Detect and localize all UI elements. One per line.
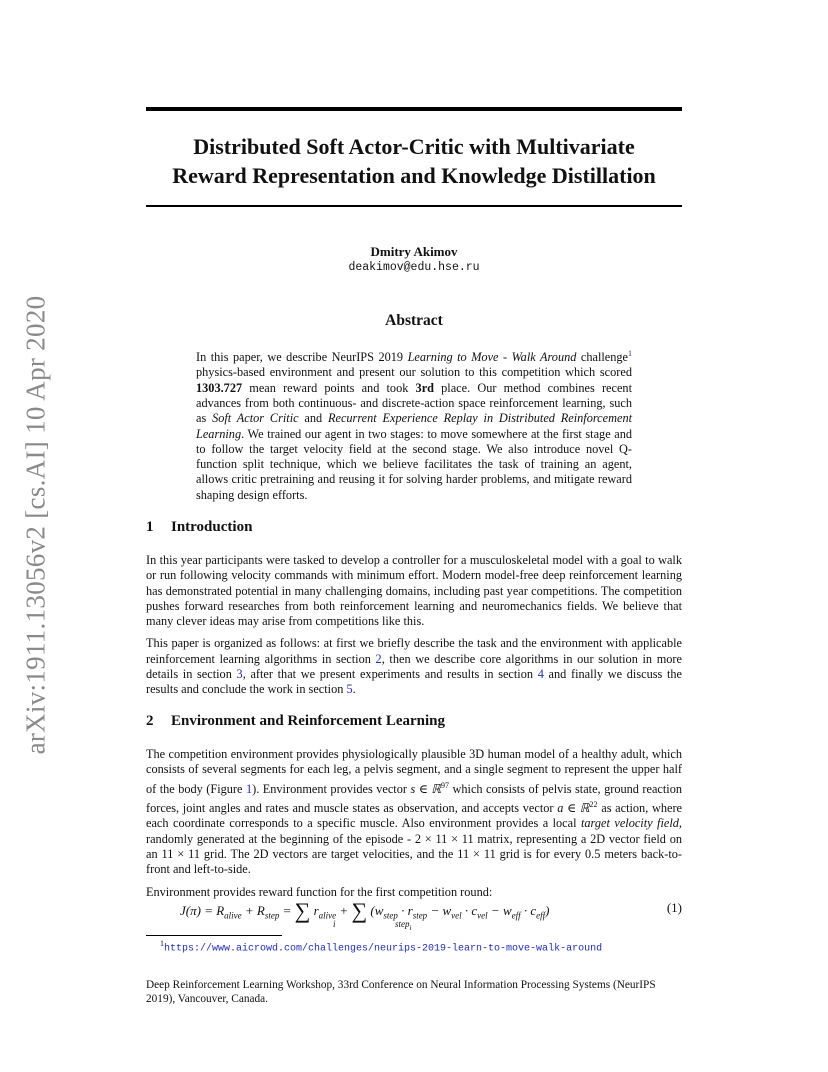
equation-number: (1) [666,900,682,915]
figure-ref-link[interactable]: 1 [245,781,253,796]
introduction-body [146,553,682,705]
author-name: Dmitry Akimov [370,244,458,259]
environment-body [146,747,682,907]
paragraph: The competition environment provides physiologically plausible 3D human model of a healthy adult, which consists of several segments for each leg, a pelvis segment, and a single segment to represent the upper half of the body (Figure 1). Environment provides vector s ∈ ℝ$^{97}$ which consists of pelvis state, ground reaction forces, joint angles and rates and muscle states as observation, and accepts vector a ∈ ℝ$^{22}$ as action, where each coordinate corresponds to a specific muscle. Also environment provides a local target velocity field, randomly generated at the beginning of the episode - 2 × 11 × 11 matrix, representing a 2D vector field on an 11 × 11 grid. The 2D vectors are target velocities, and the 11 × 11 grid is for every 0.5 meters back-to-front and left-to-side. [146,747,682,877]
footnote-rule [146,935,282,936]
paragraph: This paper is organized as follows: at first we briefly describe the task and the environment with applicable reinforcement learning algorithms in section 2, then we describe core algorithms in our solution in more details in section 3, after that we present experiments and results in section 4 and finally we discuss the results and conclude the work in section 5. [146,636,682,697]
sum-index-step: step$_i$ [395,919,412,932]
sum-symbol: ∑ [294,898,311,923]
section-ref-link[interactable]: 2 [375,651,382,666]
arxiv-watermark [18,290,54,760]
title-rule-bottom [146,205,682,207]
footnote: $^1$https://www.aicrowd.com/challenges/neurips-2019-learn-to-move-walk-around [160,939,603,955]
footnote-ref[interactable]: 1 [628,349,633,358]
section-heading-introduction: 1 Introduction [146,519,253,535]
paragraph: Environment provides reward function for the first competition round: [146,884,493,899]
footnote-url-link[interactable]: https://www.aicrowd.com/challenges/neurips-2019-learn-to-move-walk-around [164,943,603,955]
abstract-heading: Abstract [385,312,443,329]
paper-title: Distributed Soft Actor-Critic with Multivariate Reward Representation and Knowledge Distillation [172,134,656,188]
author-email: deakimov@edu.hse.ru [348,261,480,274]
section-ref-link[interactable]: 3 [236,667,243,682]
abstract-text: In this paper, we describe NeurIPS 2019 Learning to Move - Walk Around challenge$^1$ physics-based environment and present our solution to this competition which scored 1303.727 mean reward points and took 3rd place. Our method combines recent advances from both continuous- and discrete-action space reinforcement learning, such as Soft Actor Critic and Recurrent Experience Replay in Distributed Reinforcement Learning. We trained our agent in two stages: to move somewhere at the first stage and to follow the target velocity field at the second stage. We also introduce novel Q-function split technique, which we believe facilitates the task of training an agent, allows critic pretraining and reusing it for solving harder problems, and mitigate reward shaping design efforts. [196,349,633,502]
arxiv-id: arXiv:1911.13056v2 [cs.AI] 10 Apr 2020 [20,295,51,755]
section-heading-environment: 2 Environment and Reinforcement Learning [146,713,446,729]
sum-symbol: ∑ [351,898,368,923]
sum-index-i: i [333,919,336,929]
paragraph: In this year participants were tasked to develop a controller for a musculoskeletal model with a goal to walk or run following velocity commands with minimum effort. Modern model-free deep reinforcement learning has demonstrated potential in many challenging domains, including past year competitions. The competition pushes forward researches from both reinforcement learning and neuromechanics fields. We believe that many clever ideas may arise from competitions like this. [146,553,682,629]
equation-body: $J(\pi) = R_{alive} + R_{step}$ = ∑ $r_{alive}$ + ∑ $(w_{step} \cdot r_{step} - w_{vel} \cdot c_{vel} - w_{eff} \cdot c_{eff})$ [180,898,550,923]
section-ref-link[interactable]: 4 [537,667,544,682]
workshop-note: Deep Reinforcement Learning Workshop, 33rd Conference on Neural Information Processing Systems (NeurIPS 2019), Vancouver, Canada. [146,979,656,1005]
equation-1 [180,894,682,930]
title-rule-top [146,107,682,111]
section-ref-link[interactable]: 5 [346,682,353,697]
